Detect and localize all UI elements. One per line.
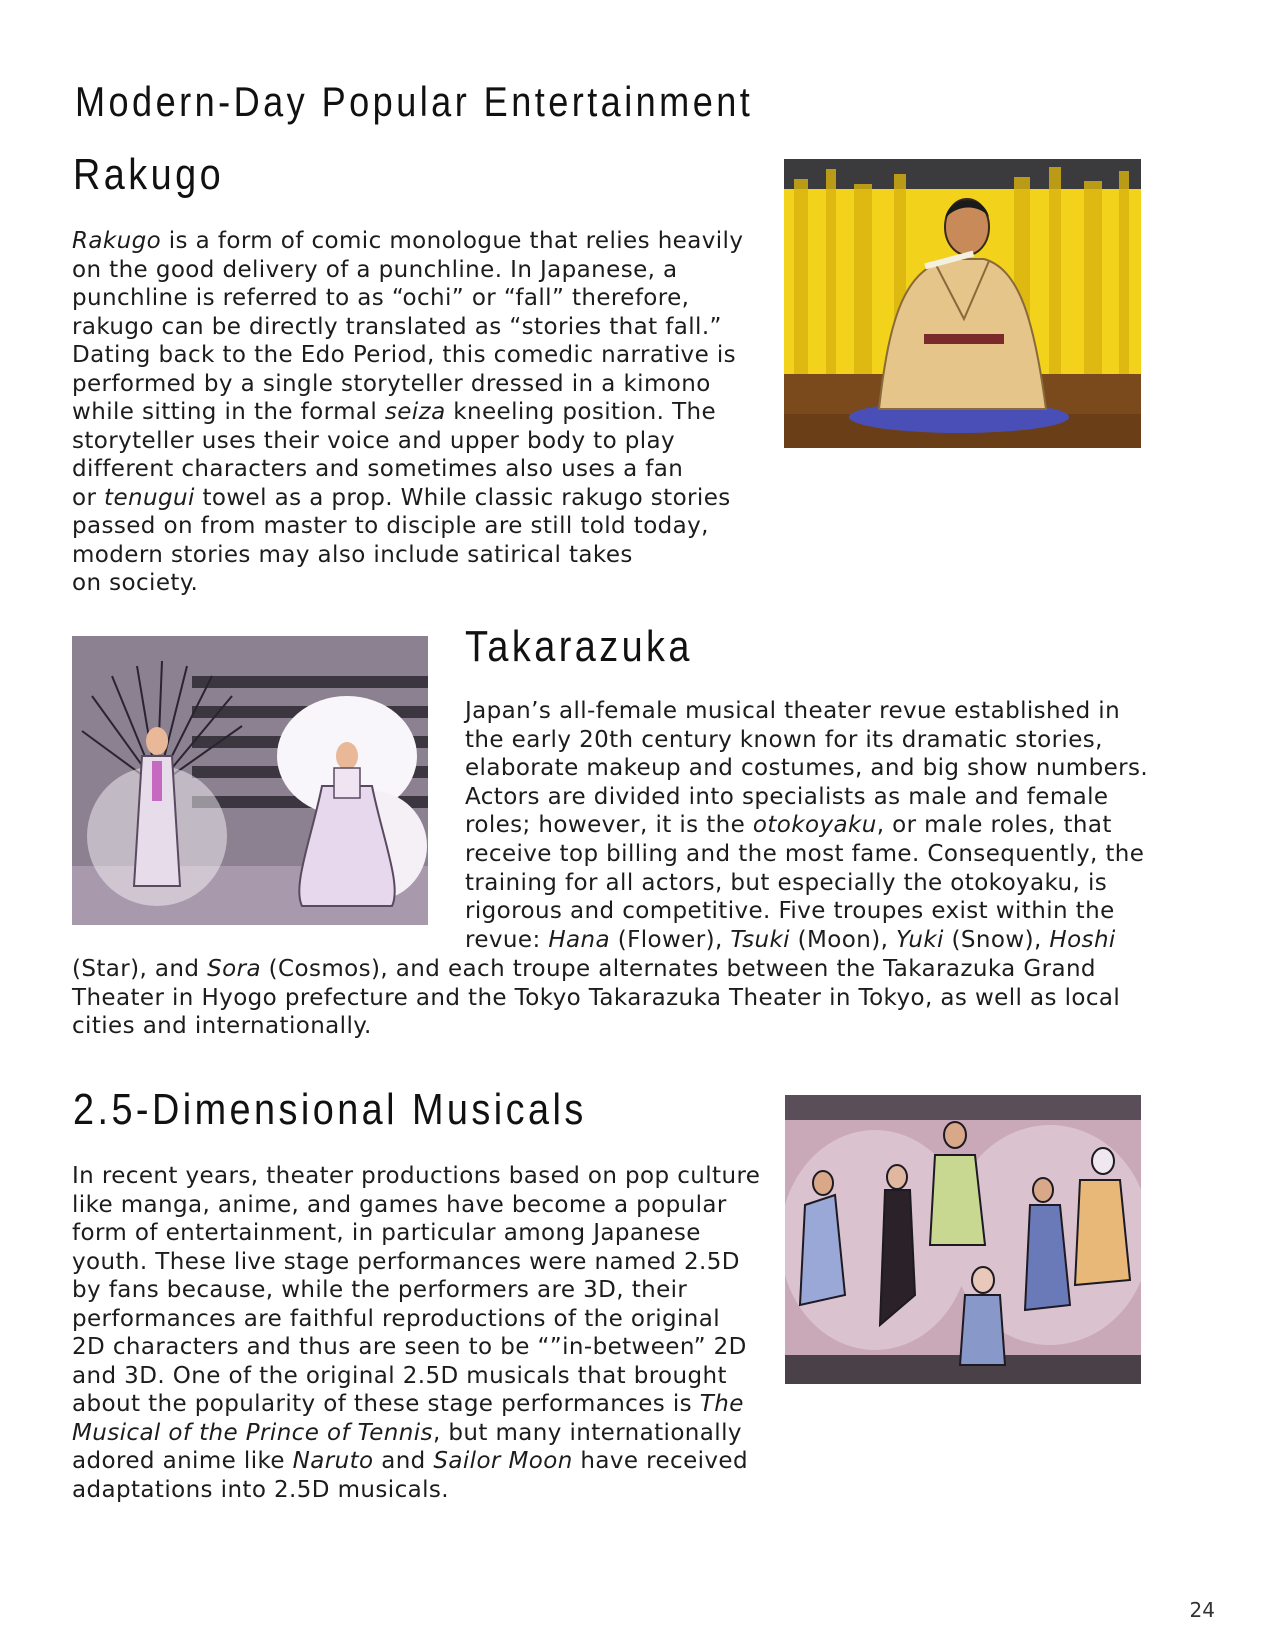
rakugo-illustration xyxy=(784,159,1141,448)
text-line: 2D characters and thus are seen to be “”in-between” 2D xyxy=(72,1334,747,1360)
text-line: adaptations into 2.5D musicals. xyxy=(72,1476,449,1503)
page-number: 24 xyxy=(1189,1598,1215,1622)
takarazuka-heading: Takarazuka xyxy=(465,622,693,671)
text-line: Actors are divided into specialists as male and female xyxy=(465,783,1109,810)
text-line: Japan’s all-female musical theater revue established in xyxy=(465,698,1121,724)
text-line: like manga, anime, and games have become a popular xyxy=(72,1191,727,1218)
text-line: Rakugo is a form of comic monologue that relies heavily xyxy=(72,228,744,254)
text-line: performed by a single storyteller dressed in a kimono xyxy=(72,370,711,397)
takarazuka-paragraph-top xyxy=(465,697,1148,954)
text-line: by fans because, while the performers are 3D, their xyxy=(72,1277,688,1303)
text-line: roles; however, it is the otokoyaku, or male roles, that xyxy=(465,812,1112,839)
text-line: Dating back to the Edo Period, this comedic narrative is xyxy=(72,342,737,368)
text-line: Theater in Hyogo prefecture and the Tokyo Takarazuka Theater in Tokyo, as well as local xyxy=(72,984,1121,1011)
text-line: the early 20th century known for its dramatic stories, xyxy=(465,726,1103,753)
text-line: rakugo can be directly translated as “stories that fall.” xyxy=(72,313,722,340)
rakugo-heading: Rakugo xyxy=(73,150,225,199)
text-line: or tenugui towel as a prop. While classic rakugo stories xyxy=(72,484,731,511)
musicals-illustration xyxy=(785,1095,1141,1384)
musicals-paragraph xyxy=(72,1162,760,1504)
text-line: on society. xyxy=(72,570,199,596)
rakugo-storyteller-icon xyxy=(784,159,1141,448)
text-line: rigorous and competitive. Five troupes exist within the xyxy=(465,898,1115,925)
text-line: and 3D. One of the original 2.5D musicals that brought xyxy=(72,1362,727,1389)
text-line: different characters and sometimes also uses a fan xyxy=(72,456,684,482)
takarazuka-illustration xyxy=(72,636,428,925)
text-line: training for all actors, but especially the otokoyaku, is xyxy=(465,869,1108,896)
text-line: In recent years, theater productions based on pop culture xyxy=(72,1163,761,1189)
text-line: cities and internationally. xyxy=(72,1013,372,1040)
text-line: modern stories may also include satirical takes xyxy=(72,541,633,568)
rakugo-paragraph xyxy=(72,227,743,598)
text-line: revue: Hana (Flower), Tsuki (Moon), Yuki (Snow), Hoshi xyxy=(465,926,1116,953)
stage-musical-cast-icon xyxy=(785,1095,1141,1384)
text-line: adored anime like Naruto and Sailor Moon have received xyxy=(72,1448,748,1474)
musicals-heading: 2.5-Dimensional Musicals xyxy=(73,1085,587,1134)
text-line: youth. These live stage performances were named 2.5D xyxy=(72,1248,740,1275)
text-line: about the popularity of these stage performances is The xyxy=(72,1391,744,1417)
text-line: while sitting in the formal seiza kneeling position. The xyxy=(72,399,717,425)
text-line: elaborate makeup and costumes, and big show numbers. xyxy=(465,755,1149,782)
text-line: Musical of the Prince of Tennis, but many internationally xyxy=(72,1419,742,1446)
text-line: on the good delivery of a punchline. In Japanese, a xyxy=(72,256,678,283)
text-line: receive top billing and the most fame. Consequently, the xyxy=(465,840,1145,867)
text-line: passed on from master to disciple are still told today, xyxy=(72,513,709,539)
text-line: performances are faithful reproductions of the original xyxy=(72,1305,721,1332)
text-line: (Star), and Sora (Cosmos), and each troupe alternates between the Takarazuka Grand xyxy=(72,956,1096,982)
text-line: punchline is referred to as “ochi” or “fall” therefore, xyxy=(72,285,690,311)
takarazuka-paragraph-bottom xyxy=(72,955,1120,1041)
page-title: Modern-Day Popular Entertainment xyxy=(75,78,754,125)
text-line: form of entertainment, in particular among Japanese xyxy=(72,1220,701,1246)
takarazuka-performers-icon xyxy=(72,636,428,925)
text-line: storyteller uses their voice and upper body to play xyxy=(72,427,676,454)
